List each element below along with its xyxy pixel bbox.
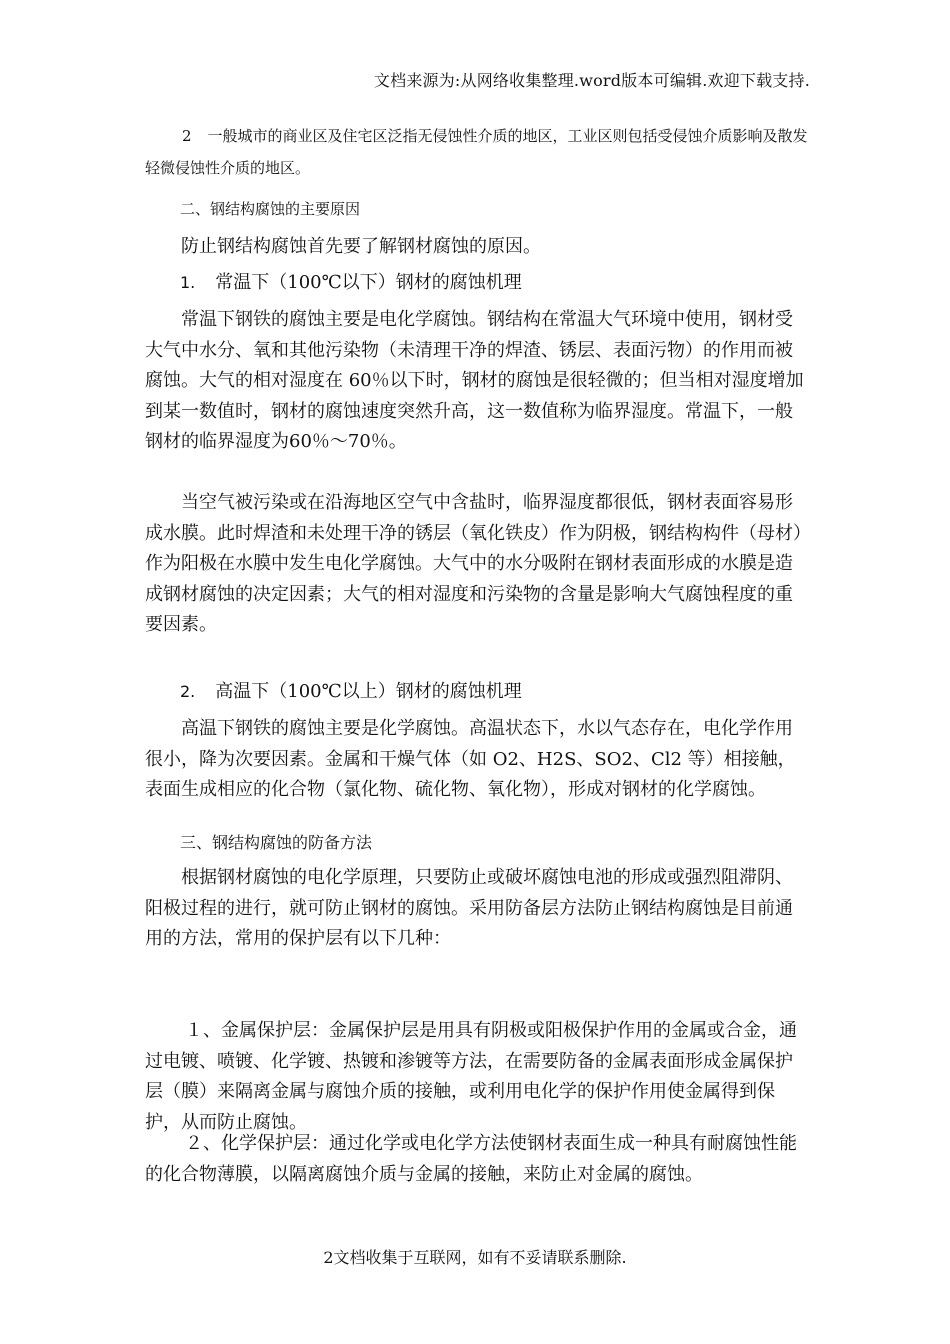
subsection-title: 高温下（100℃以上）钢材的腐蚀机理 bbox=[215, 681, 522, 702]
footnote-text: 一般城市的商业区及住宅区泛指无侵蚀性介质的地区，工业区则包括受侵蚀介质影响及散发轻微侵蚀性介质的地区。 bbox=[145, 127, 808, 177]
section-2-intro: 防止钢结构腐蚀首先要了解钢材腐蚀的原因。 bbox=[181, 236, 541, 257]
paragraph-high-temp: 高温下钢铁的腐蚀主要是化学腐蚀。高温状态下，水以气态存在，电化学作用很小，降为次要因素。金属和干燥气体（如 O2、H2S、SO2、Cl2 等）相接触，表面生成相应的化合物（氯化物、硫化物、氧化物），形成对钢材的化学腐蚀。 bbox=[145, 718, 796, 800]
page-footer: 2文档收集于互联网，如有不妥请联系删除. bbox=[323, 1248, 627, 1267]
paragraph-chemical-coating: ２、化学保护层：通过化学或电化学方法使钢材表面生成一种具有耐腐蚀性能的化合物薄膜，以隔离腐蚀介质与金属的接触，来防止对金属的腐蚀。 bbox=[145, 1133, 797, 1185]
subsection-title: 常温下（100℃以下）钢材的腐蚀机理 bbox=[215, 272, 522, 293]
paragraph-room-temp-1: 常温下钢铁的腐蚀主要是电化学腐蚀。钢结构在常温大气环境中使用，钢材受大气中水分、氧和其他污染物（未清理干净的焊渣、锈层、表面污物）的作用而被腐蚀。大气的相对湿度在 60％以下时，钢材的腐蚀是很轻微的；但当相对湿度增加到某一数值时，钢材的腐蚀速度突然升高，这一数值称为临界湿度。常温下，一般钢材的临界湿度为60％～70％。 bbox=[145, 309, 804, 452]
paragraph-metal-coating: １、金属保护层：金属保护层是用具有阴极或阳极保护作用的金属或合金，通过电镀、喷镀、化学镀、热镀和渗镀等方法，在需要防备的金属表面形成金属保护层（膜）来隔离金属与腐蚀介质的接触，或利用电化学的保护作用使金属得到保护，从而防止腐蚀。 bbox=[145, 1020, 797, 1133]
footnote bbox=[145, 120, 810, 184]
footnote-number: 2 bbox=[182, 127, 192, 145]
subsection-heading-2 bbox=[180, 677, 522, 703]
paragraph-room-temp-2: 当空气被污染或在沿海地区空气中含盐时，临界湿度都很低，钢材表面容易形成水膜。此时焊渣和未处理干净的锈层（氧化铁皮）作为阴极，钢结构构件（母材）作为阳极在水膜中发生电化学腐蚀。大气中的水分吸附在钢材表面形成的水膜是造成钢材腐蚀的决定因素；大气的相对湿度和污染物的含量是影响大气腐蚀程度的重要因素。 bbox=[145, 492, 802, 635]
section-heading-2: 二、钢结构腐蚀的主要原因 bbox=[180, 200, 361, 218]
subsection-heading-1 bbox=[180, 268, 522, 294]
subsection-number: 2. bbox=[180, 682, 196, 701]
paragraph-protection-intro: 根据钢材腐蚀的电化学原理，只要防止或破坏腐蚀电池的形成或强烈阻滞阴、阳极过程的进行，就可防止钢材的腐蚀。采用防备层方法防止钢结构腐蚀是目前通用的方法，常用的保护层有以下几种： bbox=[145, 867, 793, 949]
page-header: 文档来源为:从网络收集整理.word版本可编辑.欢迎下载支持. bbox=[373, 71, 810, 90]
section-heading-3: 三、钢结构腐蚀的防备方法 bbox=[180, 833, 373, 852]
subsection-number: 1. bbox=[180, 273, 196, 292]
